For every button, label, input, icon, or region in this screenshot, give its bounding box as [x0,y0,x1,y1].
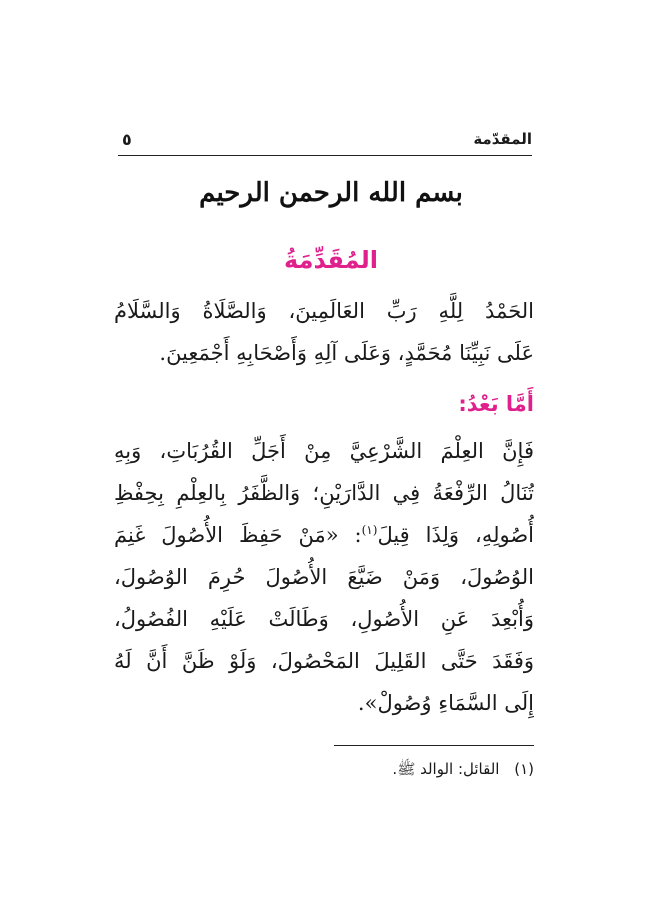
line-segment: : «مَنْ حَفِظَ الأُصُولَ غَنِمَ [114,523,362,547]
paragraph-line: الوُصُولَ، وَمَنْ ضَيَّعَ الأُصُولَ حُرِمَ الوُصُولَ، [114,565,534,589]
paragraph-opening [114,290,534,374]
paragraph-line: وَأُبْعِدَ عَنِ الأُصُولِ، وَطَالَتْ عَلَيْهِ الفُصُولُ، [114,607,534,631]
footnote-rule [334,745,534,746]
paragraph-line: تُنَالُ الرِّفْعَةُ فِي الدَّارَيْنِ؛ وَالظَّفَرُ بِالعِلْمِ بِحِفْظِ [114,481,534,505]
paragraph-line-with-footnote [114,514,534,556]
paragraph-line: عَلَى نَبِيِّنَا مُحَمَّدٍ، وَعَلَى آلِهِ وَأَصْحَابِهِ أَجْمَعِينَ. [159,341,534,365]
page-header [118,130,532,154]
paragraph-line: الحَمْدُ لِلَّهِ رَبِّ العَالَمِينَ، وَالصَّلَاةُ وَالسَّلَامُ [114,299,534,323]
paragraph-line: فَإِنَّ العِلْمَ الشَّرْعِيَّ مِنْ أَجَلِّ القُرُبَاتِ، وَبِهِ [114,439,534,463]
page-number: ٥ [122,130,132,149]
line-segment: أُصُولِهِ، وَلِذَا قِيلَ [377,523,534,547]
running-title: المقدّمة [473,130,532,148]
basmala-calligraphy: بسم الله الرحمن الرحيم [199,178,463,208]
section-title: المُقَدِّمَةُ [284,246,378,274]
footnote-marker[interactable]: (١) [361,523,378,537]
subheading: أَمَّا بَعْدُ: [458,392,534,416]
paragraph-line: وَفَقَدَ حَتَّى القَلِيلَ المَحْصُولَ، وَلَوْ ظَنَّ أَنَّ لَهُ [114,649,534,673]
footnote-number: (١) [514,760,534,778]
paragraph-line: إِلَى السَّمَاءِ وُصُولْ». [357,691,534,715]
footnote-text: القائل: الوالد ﷺ. [392,760,500,778]
footnote [392,760,534,782]
header-rule [118,155,532,156]
paragraph-main [114,430,534,724]
